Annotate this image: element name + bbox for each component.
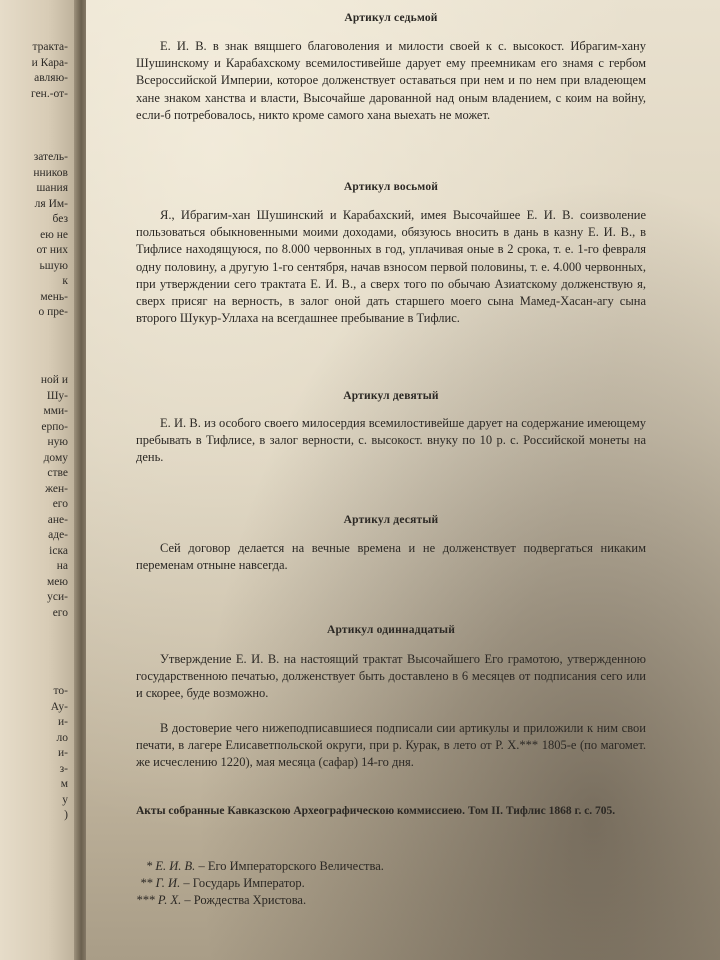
- main-page: [86, 0, 720, 960]
- article-11-attestation: В достоверие чего нижеподписавшиеся подписали сии артикулы и приложили к ним свои печати, в лагере Елисаветпольской округи, при р. Курак, в лето от Р. Х.*** 1805-е (по магомет. же исчеслению 1220), мая месяца (сафар) 14-го дня.: [136, 721, 646, 770]
- left-page-fragments-low: [0, 373, 80, 621]
- footnote-2-text: – Государь Император.: [180, 876, 305, 890]
- left-page-fragment-line: ею не: [40, 228, 68, 241]
- left-page-fragment-line: и-: [58, 747, 68, 759]
- left-page-fragment-line: тракта-: [32, 41, 68, 53]
- left-page-fragment-line: и-: [58, 716, 68, 728]
- left-page-fragment-line: авляю-: [34, 72, 68, 84]
- left-page-fragment-line: ной и: [40, 374, 68, 386]
- left-page-fragment-line: ген.-от-: [31, 87, 68, 100]
- left-page-fragment-line: нников: [33, 166, 68, 179]
- left-page-fragment-line: аде-: [48, 529, 68, 541]
- article-9-text: Е. И. В. из особого своего милосердия всемилостивейше дарует на содержание имеющему пребывать в Тифлисе, в залог верности, с. высокост. внуку по 10 р. с. Российской монеты на день.: [136, 416, 646, 465]
- left-page-fragment-line: ьшую: [39, 259, 68, 272]
- left-page-fragment-line: его: [52, 498, 68, 510]
- left-page-fragment-line: от них: [36, 244, 68, 256]
- left-page-fragments-top: [0, 40, 80, 102]
- left-page-fragment-line: мень-: [40, 290, 68, 303]
- article-10-text: Сей договор делается на вечные времена и не долженствует подвергаться никаким переменам отныне навсегда.: [136, 541, 646, 573]
- left-page-fragment-line: ерпо-: [41, 420, 68, 433]
- article-11-text: Утверждение Е. И. В. на настоящий трактат Высочайшего Его грамотою, утвержденною государственною печатью, долженствует быть доставлено в 6 месяцев от подписания сего или и скорее, буде возможно.: [136, 652, 646, 701]
- source-citation: Акты собранные Кавказскою Археографическою коммиссиею. Том II. Тифлис 1868 г. с. 705.: [136, 805, 616, 817]
- left-page-fragment-line: іска: [49, 544, 68, 557]
- left-page-fragment-line: дому: [43, 451, 68, 464]
- article-10-heading: Артикул десятый: [343, 514, 439, 526]
- left-page-fragment-line: шания: [36, 182, 68, 194]
- left-page-fragment-line: на: [56, 560, 68, 572]
- article-8-heading: Артикул восьмой: [343, 181, 439, 193]
- left-page-fragment-line: уси-: [47, 591, 68, 603]
- left-page-fragment-line: ): [64, 809, 68, 821]
- article-9-heading: Артикул девятый: [343, 390, 439, 402]
- left-page-fragment-line: з-: [59, 762, 68, 775]
- left-page-fragment-line: то-: [53, 685, 68, 697]
- left-page-fragment-line: стве: [47, 467, 68, 479]
- left-page-fragment-line: о пре-: [38, 306, 68, 318]
- left-page-fragment-line: мми-: [43, 405, 68, 417]
- footnote-1: [136, 858, 384, 875]
- article-7-text: Е. И. В. в знак вящшего благоволения и милости своей к с. высокост. Ибрагим-хану Шушинскому и Карабахскому всемилостивейше дарует ему преемникам его знамя с гербом Всероссийской Империи, которое долженствует оставаться при нем и по нем при владеющем хане знаком ханства и власти, Высочайше дарованной над оным владением, с коим на войну, если-б потребовалось, никто кроме самого хана выехать не может.: [136, 39, 646, 122]
- left-page-fragment-line: его: [52, 606, 68, 619]
- article-11-heading: Артикул одиннадцатый: [326, 624, 456, 636]
- footnote-2: [136, 875, 384, 892]
- article-8-text: Я., Ибрагим-хан Шушинский и Карабахский, имея Высочайшее Е. И. В. соизволение пользоваться обыкновенными моими доходами, обязуюсь вносить в дань в казну Е. И. В., в Тифлисе находящуюся, по 8.000 червонных в год, уплачивая оные в 2 срока, т. е. 1-го февраля одну половину, а другую 1-го сентября, начав взносом первой половины, т. е. 4.000 червонных, при утверждении сего трактата Е. И. В., а сверх того по обычаю Азиатскому долженствую я, сверх присяг на верность, в залог оной дать старшего моего сына Мамед-Хасан-агу сына второго Шукур-Уллаха на всегдашнее пребывание в Тифлис.: [136, 208, 646, 326]
- left-page-fragments-bottom: [0, 684, 80, 824]
- left-page-fragment-line: жен-: [45, 482, 68, 495]
- left-page-fragment-line: мею: [47, 575, 68, 588]
- left-page-fragment-line: без: [52, 213, 68, 225]
- footnote-3: [136, 892, 384, 909]
- left-page-fragment-line: ло: [56, 731, 68, 744]
- left-page-fragment-line: к: [62, 275, 68, 287]
- left-page-fragment-line: м: [60, 778, 68, 790]
- footnote-3-text: – Рождества Христова.: [181, 893, 307, 907]
- footnote-2-abbr: ** Г. И.: [140, 876, 181, 890]
- left-page-fragment-line: у: [62, 793, 68, 806]
- left-page-fragment-line: ане-: [47, 513, 68, 526]
- left-page-fragment-line: Шу-: [46, 389, 68, 402]
- left-page-fragments-mid: [0, 150, 80, 321]
- footnotes: [136, 858, 384, 909]
- left-page-edge: [0, 0, 80, 960]
- left-page-fragment-line: и Кара-: [31, 56, 68, 69]
- left-page-fragment-line: Ау-: [50, 700, 68, 713]
- footnote-3-abbr: *** Р. Х.: [136, 893, 182, 907]
- article-7-heading: Артикул седьмой: [344, 12, 438, 24]
- left-page-fragment-line: ную: [47, 436, 68, 448]
- footnote-1-abbr: * Е. И. В.: [146, 859, 196, 873]
- left-page-fragment-line: ля Им-: [34, 197, 68, 210]
- footnote-1-text: – Его Императорского Величества.: [195, 859, 384, 873]
- left-page-fragment-line: затель-: [33, 151, 68, 163]
